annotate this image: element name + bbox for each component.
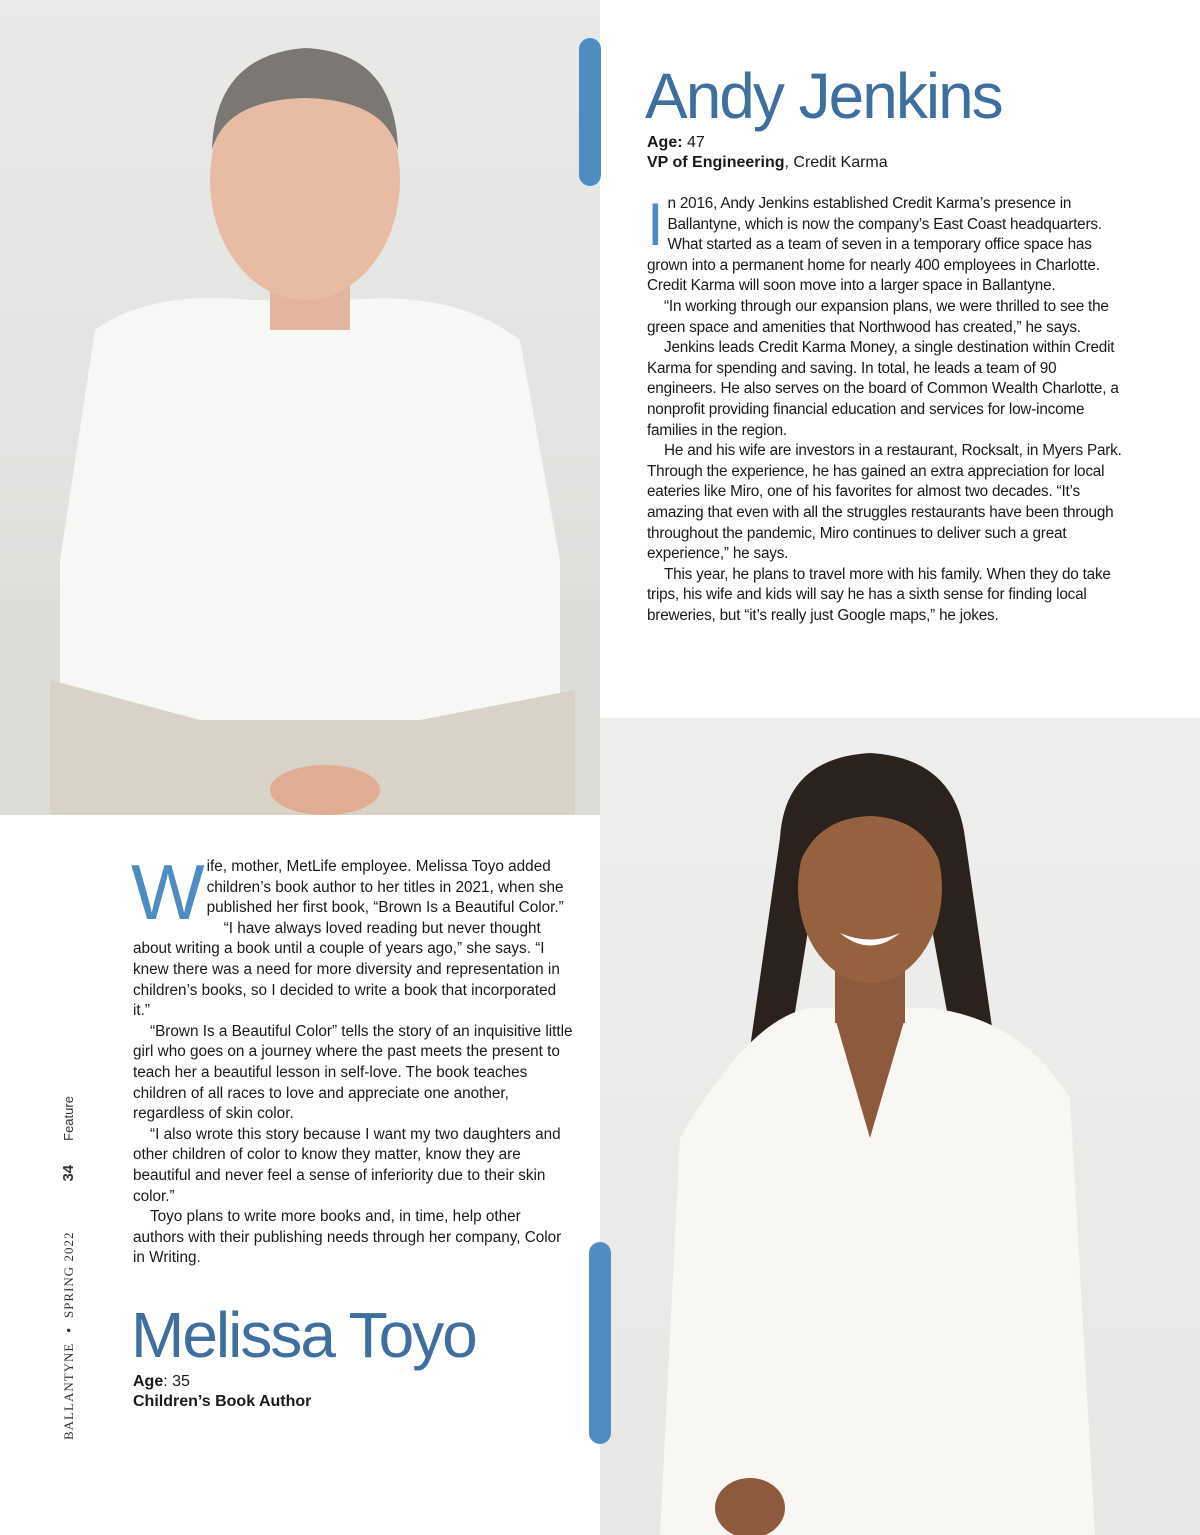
article-paragraph: Wife, mother, MetLife employee. Melissa Toyo added children’s book author to her titles in 2021, when she published her first book, “Brown Is a Beautiful Color.” (131, 848, 564, 936)
melissa-toyo-heading: Melissa Toyo (131, 1299, 476, 1371)
article-paragraph: He and his wife are investors in a restaurant, Rocksalt, in Myers Park. Through the experience, he has gained an extra appreciation for local eateries like Miro, one of his favorites for almost two decades. “It’s amazing that even with all the struggles restaurants have been through throughout the pandemic, Miro continues to deliver such a great experience,” he says. (647, 442, 1122, 563)
role-label: Children’s Book Author (133, 1393, 312, 1410)
role-label: VP of Engineering (647, 154, 785, 171)
issue-label: SPRING 2022 (60, 1231, 76, 1319)
article-paragraph: This year, he plans to travel more with his family. When they do take trips, his wife and kids will say he has a sixth sense for finding local breweries, but “it’s really just Google maps,” he jokes. (647, 565, 1111, 624)
article-paragraph: “In working through our expansion plans, we were thrilled to see the green space and amenities that Northwood has created,” he says. (647, 297, 1109, 336)
accent-bar-bottom (589, 1242, 611, 1444)
page-number: 34 (60, 1164, 77, 1182)
andy-portrait-illustration (0, 0, 600, 815)
article-paragraph: “I have always loved reading but never thought about writing a book until a couple of years ago,” she says. “I knew there was a need for more diversity and representation in children’s books, so I decided to write a book that incorporated it.” (133, 919, 560, 1020)
melissa-toyo-article (131, 848, 573, 1269)
melissa-portrait-illustration (600, 718, 1200, 1535)
melissa-toyo-photo (600, 718, 1200, 1535)
melissa-toyo-details (133, 1372, 311, 1412)
accent-bar-top (579, 38, 601, 186)
age-label: Age (133, 1373, 164, 1390)
andy-jenkins-article (647, 191, 1122, 626)
section-label: Feature (61, 1096, 76, 1141)
andy-jenkins-heading: Andy Jenkins (645, 60, 1002, 132)
article-paragraph: Toyo plans to write more books and, in time, help other authors with their publishing needs through her company, Color in Writing. (133, 1208, 562, 1267)
page-folio (60, 1096, 77, 1440)
andy-jenkins-details (647, 133, 888, 173)
article-paragraph: “I also wrote this story because I want my two daughters and other children of color to know they matter, know they are beautiful and never feel a sense of inferiority due to their skin color.” (133, 1125, 561, 1205)
folio-separator: • (61, 1328, 76, 1333)
age-value: : 35 (163, 1373, 190, 1390)
article-paragraph: In 2016, Andy Jenkins established Credit Karma’s presence in Ballantyne, which is now the company’s East Coast headquarters. What started as a team of seven in a temporary office space has grown into a permanent home for nearly 400 employees in Charlotte. Credit Karma will soon move into a larger space in Ballantyne. (647, 191, 1102, 295)
article-paragraph: “Brown Is a Beautiful Color” tells the story of an inquisitive little girl who goes on a journey where the past meets the present to teach her a beautiful lesson in self-love. The book teaches children of all races to love and appreciate one another, regardless of skin color. (133, 1022, 573, 1123)
article-paragraph: Jenkins leads Credit Karma Money, a single destination within Credit Karma for spending and saving. In total, he leads a team of 90 engineers. He also serves on the board of Common Wealth Charlotte, a nonprofit providing financial education and services for low-income families in the region. (647, 339, 1119, 439)
andy-jenkins-photo (0, 0, 600, 815)
age-value: 47 (687, 134, 705, 151)
drop-cap: W (131, 848, 205, 936)
drop-cap: I (647, 191, 664, 258)
publication-name: BALLANTYNE (60, 1342, 76, 1440)
company-name: , Credit Karma (784, 154, 888, 171)
age-label: Age: (647, 134, 683, 151)
